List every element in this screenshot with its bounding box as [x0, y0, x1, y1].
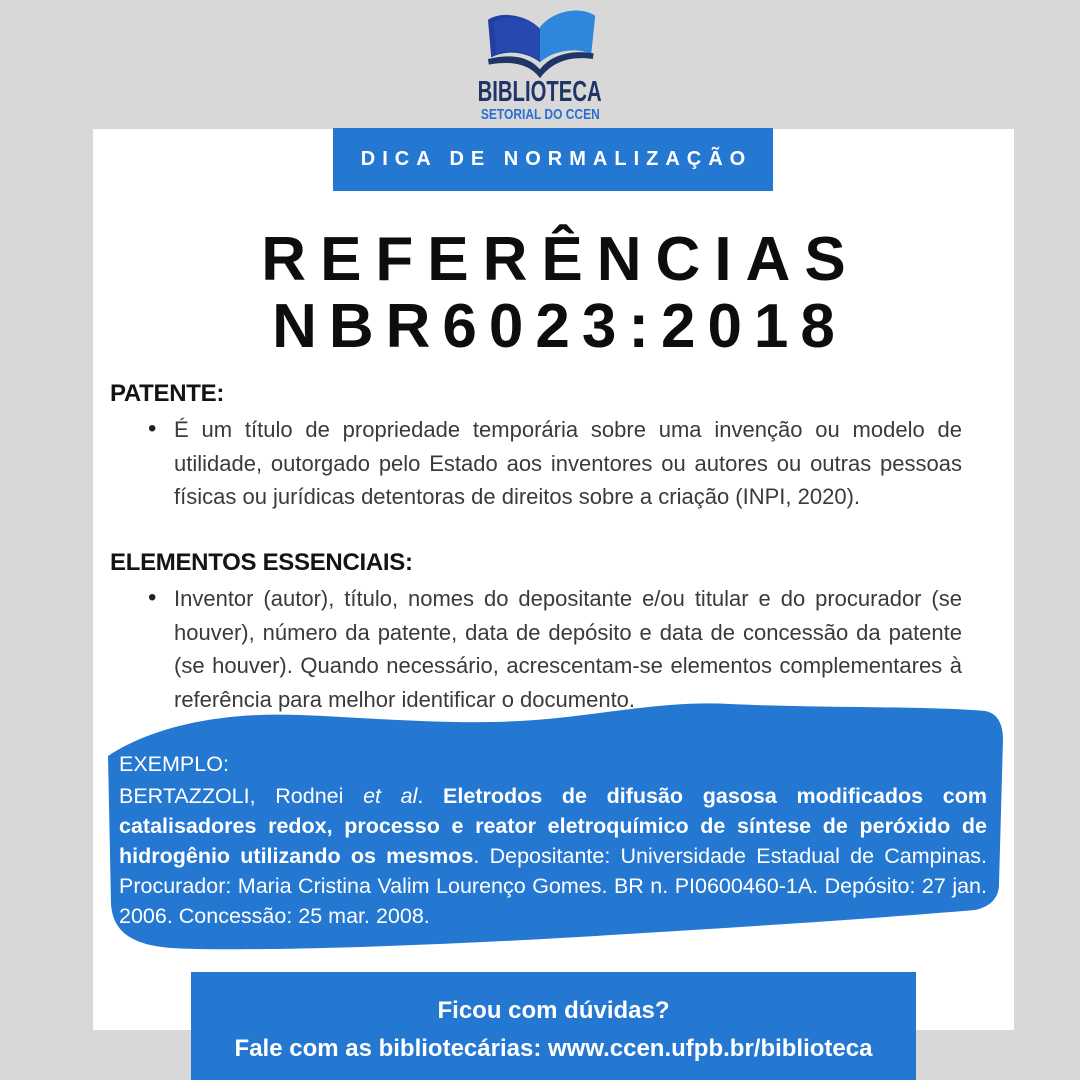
bullet-dot-icon: •: [148, 584, 157, 611]
page-title: [93, 226, 1014, 360]
bullet-item: [110, 413, 962, 514]
footer-contact-link[interactable]: Fale com as bibliotecárias: www.ccen.ufpb.br/biblioteca: [234, 1035, 873, 1062]
example-label: EXEMPLO:: [119, 752, 229, 776]
patent-citation: BERTAZZOLI, Rodnei et al. Eletrodos de difusão gasosa modificados com catalisadores redox, processo e reator eletroquímico de síntese de peróxido de hidrogênio utilizando os mesmos. Depositante: Universidade Estadual de Campinas. Procurador: Maria Cristina Valim Lourenço Gomes. BR n. PI0600460-1A. Depósito: 27 jan. 2006. Concessão: 25 mar. 2008.: [119, 784, 988, 928]
library-logo: [0, 6, 1080, 123]
section-heading: PATENTE:: [110, 380, 225, 407]
title-line2: NBR6023:2018: [272, 292, 847, 361]
section-elementos-essenciais: [110, 549, 962, 716]
normalization-tip-banner: [333, 128, 773, 191]
example-text: [119, 749, 987, 931]
open-book-icon: [476, 6, 604, 80]
example-highlight-box: [95, 697, 1010, 960]
logo-subtitle: SETORIAL DO CCEN: [480, 106, 600, 123]
bullet-item: [110, 582, 962, 716]
bullet-text: Inventor (autor), título, nomes do depositante e/ou titular e do procurador (se houver), número da patente, data de depósito e data de concessão da patente (se houver). Quando necessário, acrescentam-se elementos complementares à referência para melhor identificar o documento.: [174, 586, 962, 712]
section-heading: ELEMENTOS ESSENCIAIS:: [110, 549, 413, 576]
footer-banner: [191, 972, 916, 1080]
title-line1: REFERÊNCIAS: [261, 225, 860, 294]
logo-name: BIBLIOTECA: [477, 76, 603, 108]
section-patente: [110, 380, 962, 514]
bullet-dot-icon: •: [148, 415, 157, 442]
footer-question: Ficou com dúvidas?: [437, 997, 670, 1024]
banner-label: DICA DE NORMALIZAÇÃO: [360, 148, 753, 170]
bullet-text: É um título de propriedade temporária sobre uma invenção ou modelo de utilidade, outorgado pelo Estado aos inventores ou autores ou outras pessoas físicas ou jurídicas detentoras de direitos sobre a criação (INPI, 2020).: [174, 417, 962, 509]
